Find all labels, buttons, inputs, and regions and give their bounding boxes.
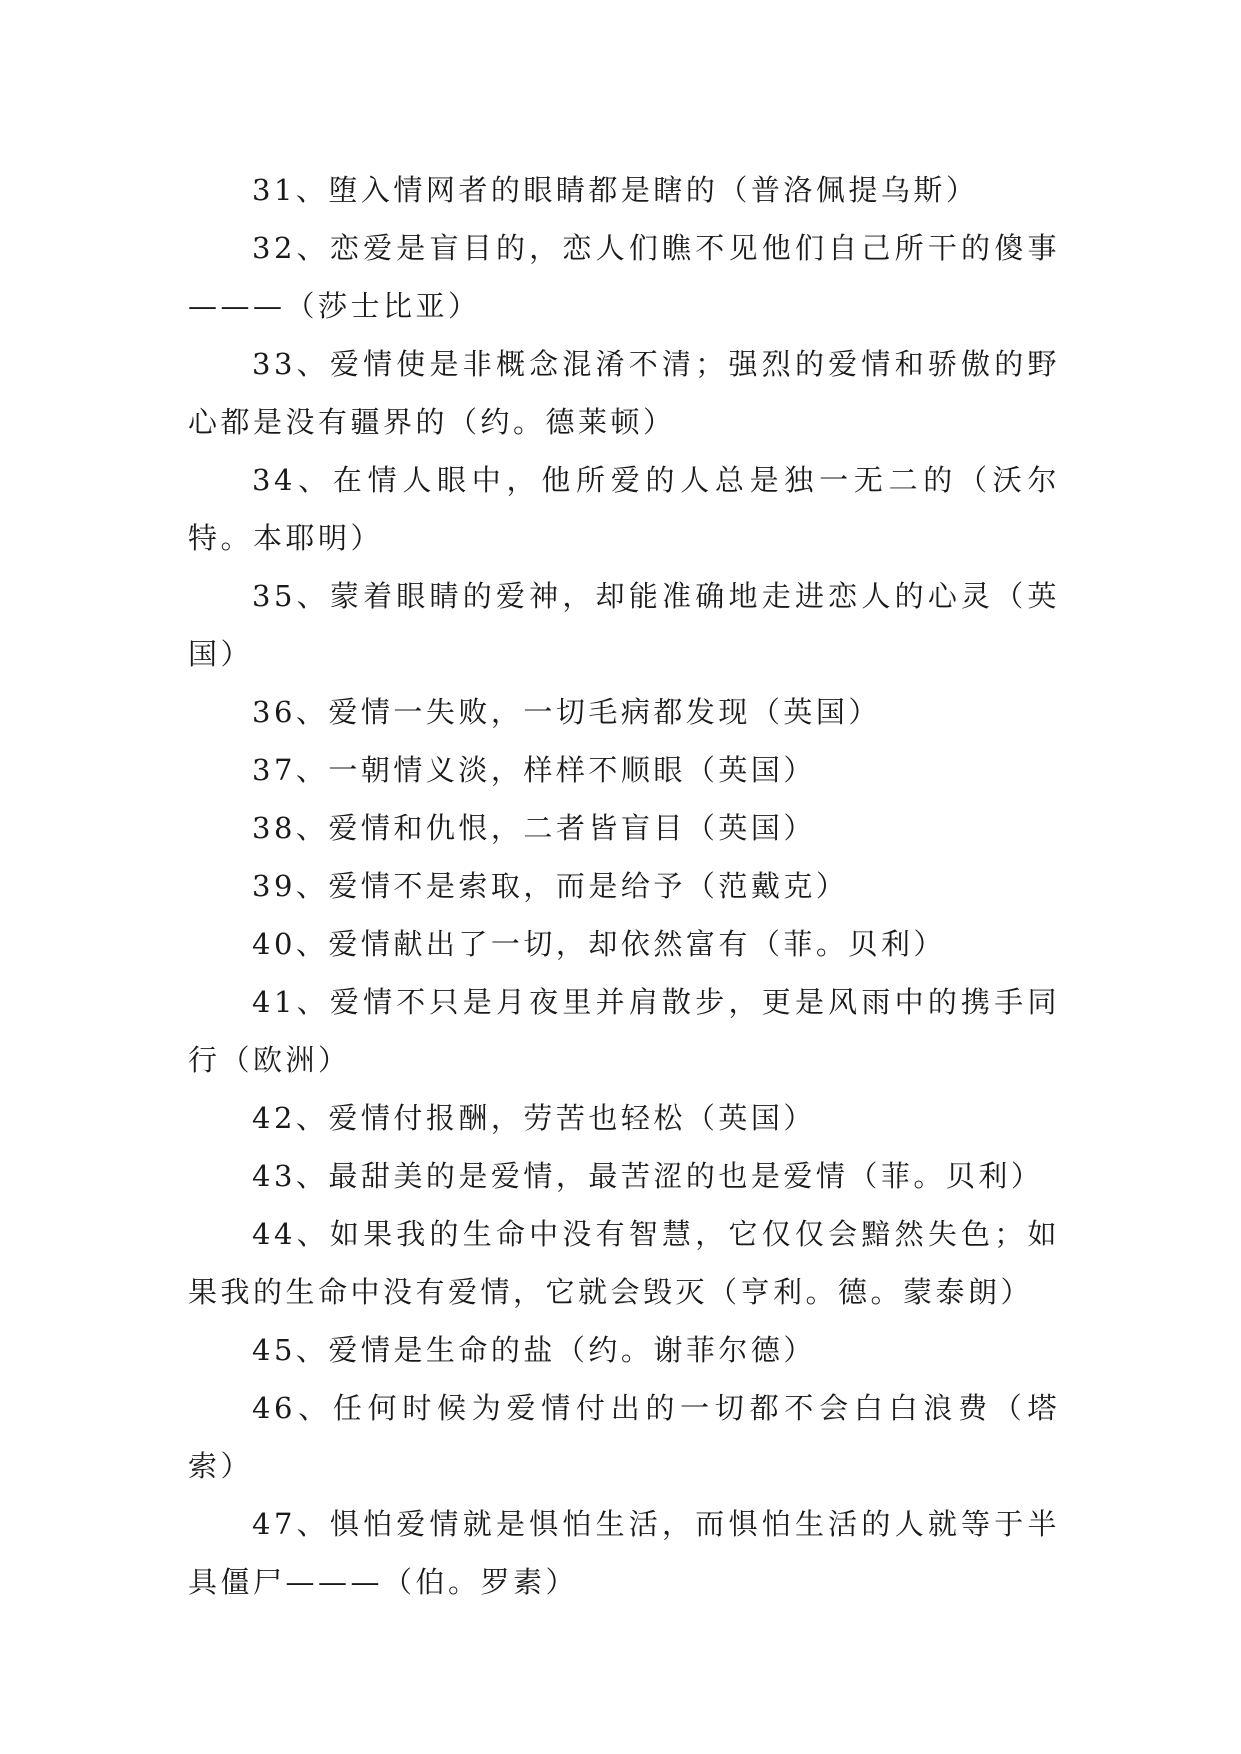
quote-47: 47、惧怕爱情就是惧怕生活，而惧怕生活的人就等于半具僵尸———（伯。罗素） xyxy=(188,1507,1060,1599)
quote-32: 32、恋爱是盲目的，恋人们瞧不见他们自己所干的傻事———（莎士比亚） xyxy=(188,231,1060,323)
quote-35: 35、蒙着眼睛的爱神，却能准确地走进恋人的心灵（英国） xyxy=(188,579,1060,671)
quote-45: 45、爱情是生命的盐（约。谢菲尔德） xyxy=(252,1333,816,1367)
quote-33: 33、爱情使是非概念混淆不清；强烈的爱情和骄傲的野心都是没有疆界的（约。德莱顿） xyxy=(188,347,1060,439)
quote-41: 41、爱情不只是月夜里并肩散步，更是风雨中的携手同行（欧洲） xyxy=(188,985,1060,1077)
quote-36: 36、爱情一失败，一切毛病都发现（英国） xyxy=(252,695,881,729)
quote-34: 34、在情人眼中，他所爱的人总是独一无二的（沃尔特。本耶明） xyxy=(188,463,1060,555)
quote-31: 31、堕入情网者的眼睛都是瞎的（普洛佩提乌斯） xyxy=(252,173,979,207)
quote-37: 37、一朝情义淡，样样不顺眼（英国） xyxy=(252,753,816,787)
quote-38: 38、爱情和仇恨，二者皆盲目（英国） xyxy=(252,811,816,845)
quote-46: 46、任何时候为爱情付出的一切都不会白白浪费（塔索） xyxy=(188,1391,1060,1483)
quote-44: 44、如果我的生命中没有智慧，它仅仅会黯然失色；如果我的生命中没有爱情，它就会毁灭（亨利。德。蒙泰朗） xyxy=(188,1217,1060,1309)
quote-40: 40、爱情献出了一切，却依然富有（菲。贝利） xyxy=(252,927,946,961)
document-page xyxy=(188,161,1060,1611)
quote-39: 39、爱情不是索取，而是给予（范戴克） xyxy=(252,869,849,903)
quote-42: 42、爱情付报酬，劳苦也轻松（英国） xyxy=(252,1101,816,1135)
quote-43: 43、最甜美的是爱情，最苦涩的也是爱情（菲。贝利） xyxy=(252,1159,1044,1193)
